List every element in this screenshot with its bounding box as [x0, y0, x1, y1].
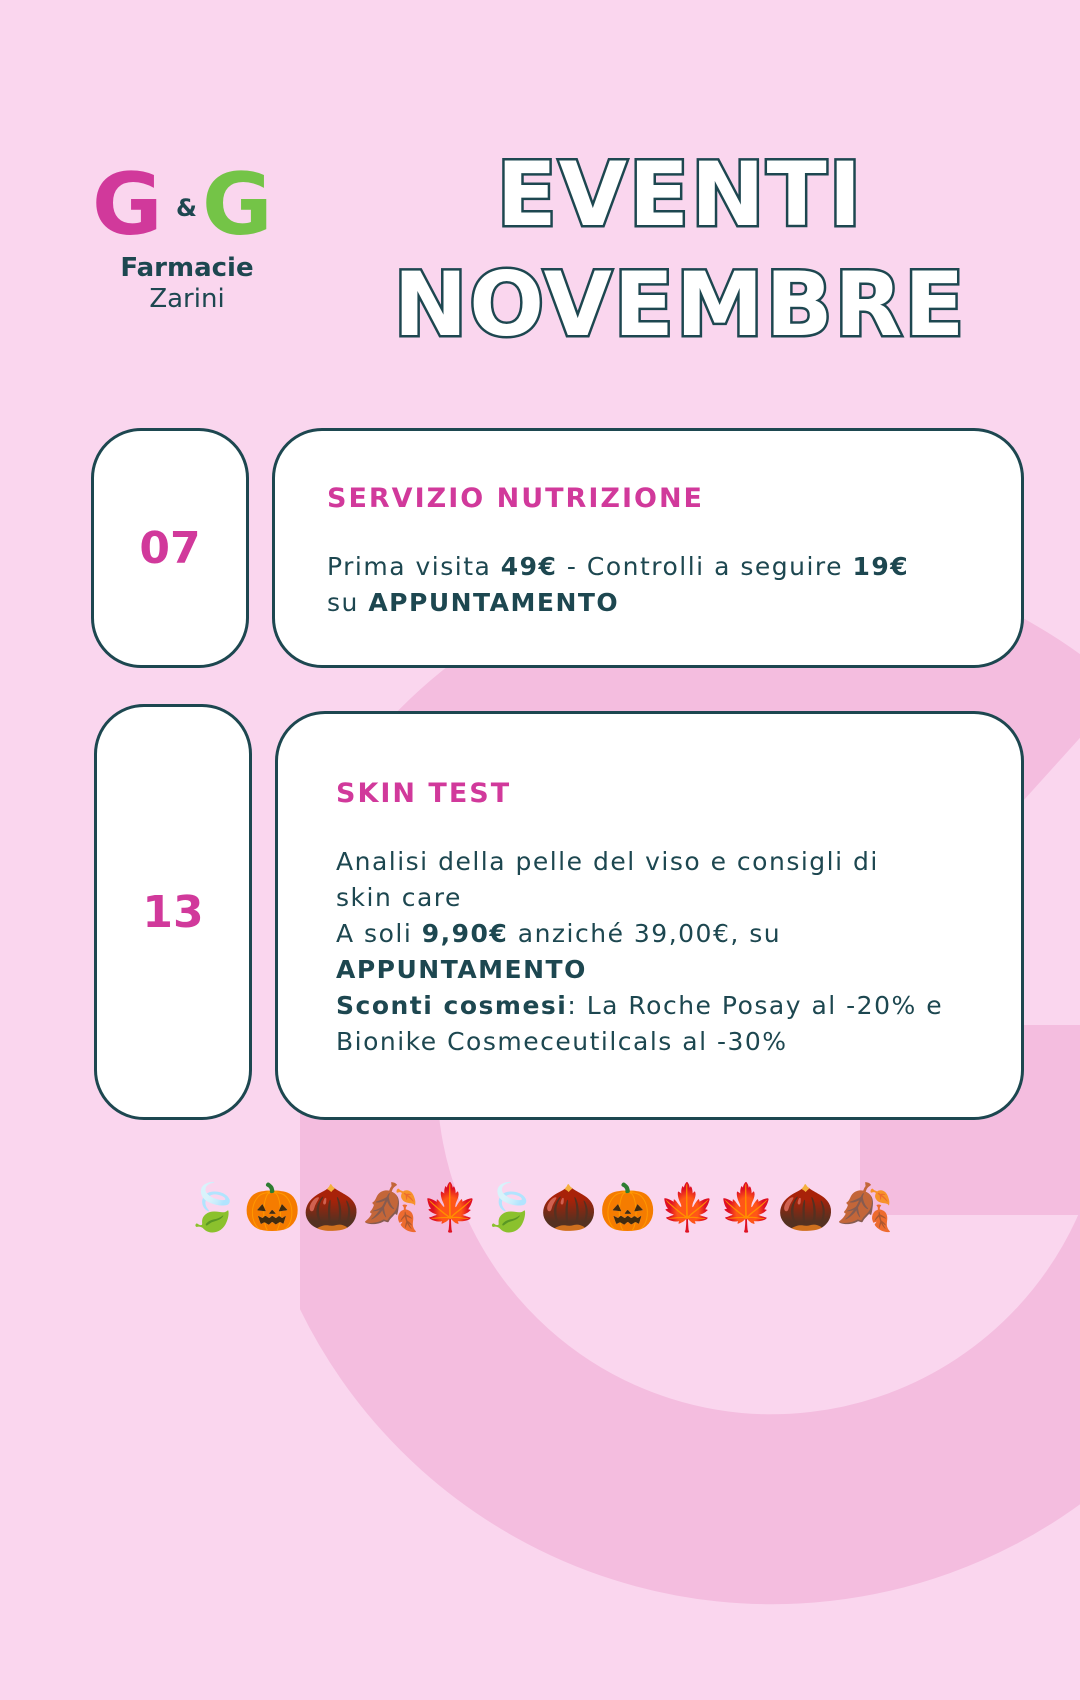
logo-ampersand: &	[176, 194, 197, 222]
event-title: SKIN TEST	[336, 778, 512, 809]
text-line: Bionike Cosmeceutilcals al -30%	[336, 1027, 788, 1056]
text-line: skin care	[336, 883, 462, 912]
brand-logo	[92, 155, 292, 314]
text: A soli	[336, 919, 422, 948]
event-day-box	[94, 704, 252, 1120]
appointment-label: APPUNTAMENTO	[368, 588, 620, 617]
appointment-label: APPUNTAMENTO	[336, 955, 587, 984]
text: anziché 39,00€, su	[508, 919, 782, 948]
event-day-box	[91, 428, 249, 668]
text: : La Roche Posay al -20% e	[567, 991, 944, 1020]
text: Prima visita	[327, 552, 501, 581]
logo-letter-g-green: G	[202, 155, 273, 255]
event-card	[275, 711, 1024, 1120]
logo-line-farmacie: Farmacie	[120, 253, 254, 283]
logo-line-zarini: Zarini	[149, 284, 225, 314]
title-line-2: NOVEMBRE	[393, 253, 967, 356]
price-follow-up: 19€	[852, 552, 910, 581]
event-title: SERVIZIO NUTRIZIONE	[327, 483, 704, 514]
price-skin-test: 9,90€	[421, 919, 509, 948]
page-title	[350, 140, 1010, 360]
event-day-number: 13	[142, 886, 204, 938]
event-card	[272, 428, 1024, 668]
title-line-1: EVENTI	[496, 143, 864, 246]
text-line: Analisi della pelle del viso e consigli di	[336, 847, 879, 876]
discount-label: Sconti cosmesi	[336, 991, 568, 1020]
text: su	[327, 588, 369, 617]
text: - Controlli a seguire	[557, 552, 853, 581]
logo-letter-g-magenta: G	[92, 155, 163, 255]
event-day-number: 07	[139, 522, 201, 574]
event-description	[327, 549, 1007, 621]
autumn-decoration-row: 🍃🎃🌰🍂🍁🍃🌰🎃🍁🍁🌰🍂	[184, 1180, 896, 1234]
event-description	[336, 844, 1016, 1060]
price-first-visit: 49€	[500, 552, 558, 581]
